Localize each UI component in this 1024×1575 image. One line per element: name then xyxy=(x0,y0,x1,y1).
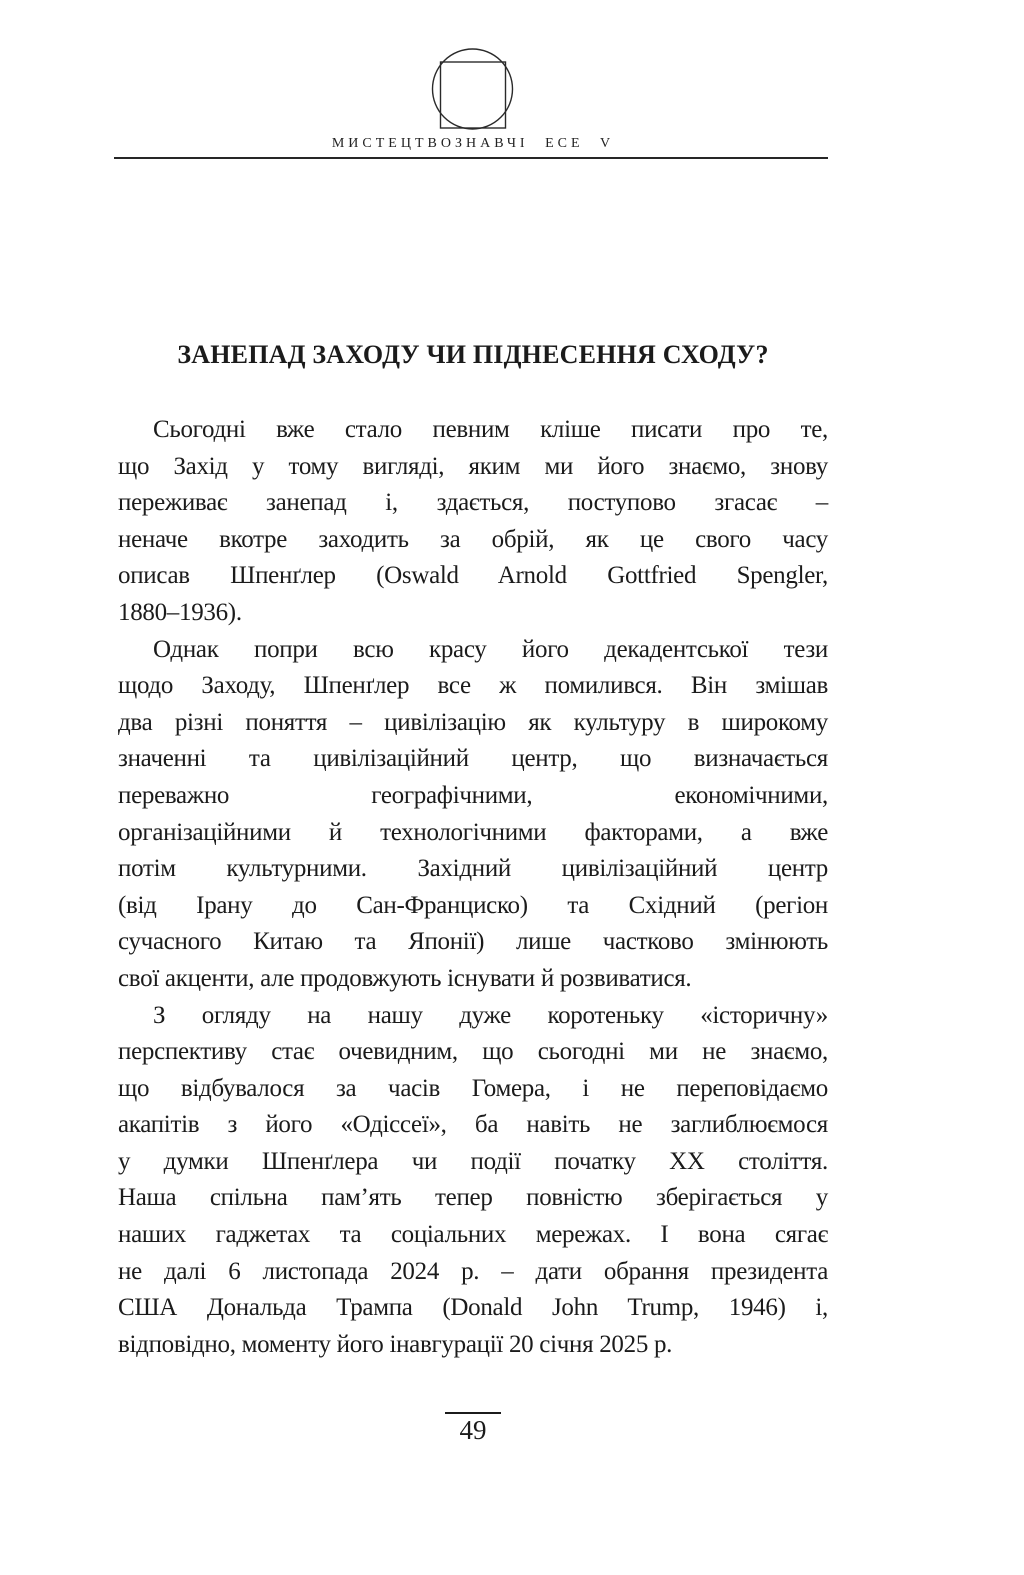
text-line: щодо Заходу, Шпенґлер все ж помилився. Він змішав xyxy=(118,672,828,700)
text-line: Сьогодні вже стало певним кліше писати про те, xyxy=(153,416,828,443)
text-line: що Захід у тому вигляді, яким ми його знаємо, знову xyxy=(118,452,828,480)
text-line: організаційними й технологічними факторами, а вже xyxy=(118,818,828,846)
page-number: 49 xyxy=(459,1415,487,1445)
text-line: потім культурними. Західний цивілізаційний центр xyxy=(118,855,828,883)
text-line: не далі 6 листопада 2024 р. – дати обрання президента xyxy=(118,1257,828,1285)
text-line: що відбувалося за часів Гомера, і не переповідаємо xyxy=(118,1074,828,1102)
paragraph xyxy=(118,632,828,998)
text-line: акапітів з його «Одіссеї», ба навіть не заглиблюємося xyxy=(118,1111,828,1139)
text-line: переживає занепад і, здається, поступово згасає – xyxy=(118,489,828,517)
running-head: МИСТЕЦТВОЗНАВЧІ ЕСЕ V xyxy=(331,136,615,151)
text-line: відповідно, моменту його інавгурації 20 січня 2025 р. xyxy=(118,1330,673,1358)
paragraph xyxy=(118,998,828,1364)
header-rule xyxy=(114,157,828,159)
text-line: З огляду на нашу дуже коротеньку «історичну» xyxy=(153,1001,828,1029)
text-line: сучасного Китаю та Японії) лише частково змінюють xyxy=(118,928,828,956)
text-line: переважно географічними, економічними, xyxy=(118,781,828,809)
text-line: у думки Шпенґлера чи події початку XX століття. xyxy=(118,1147,828,1175)
publisher-logo-icon xyxy=(422,48,524,132)
text-column xyxy=(118,0,828,1575)
text-line: 1880–1936). xyxy=(118,598,242,626)
text-line: (від Ірану до Сан-Франциско) та Східний (регіон xyxy=(118,891,828,919)
text-line: свої акценти, але продовжують існувати й розвиватися. xyxy=(118,964,692,992)
body-text xyxy=(118,412,828,1363)
text-line: наших гаджетах та соціальних мережах. І вона сягає xyxy=(118,1221,828,1249)
text-line: США Дональда Трампа (Donald John Trump, 1946) і, xyxy=(118,1294,828,1322)
text-line: Однак попри всю красу його декадентської тези xyxy=(153,635,828,663)
text-line: перспективу стає очевидним, що сьогодні ми не знаємо, xyxy=(118,1038,828,1066)
paragraph xyxy=(118,412,828,632)
text-line: неначе вкотре заходить за обрій, як це свого часу xyxy=(118,525,828,553)
article-title: ЗАНЕПАД ЗАХОДУ ЧИ ПІДНЕСЕННЯ СХОДУ? xyxy=(177,340,769,369)
text-line: описав Шпенґлер (Oswald Arnold Gottfried Spengler, xyxy=(118,562,828,590)
text-line: два різні поняття – цивілізацію як культуру в широкому xyxy=(118,708,828,736)
text-line: значенні та цивілізаційний центр, що визначається xyxy=(118,745,828,773)
text-line: Наша спільна пам’ять тепер повністю зберігається у xyxy=(118,1184,828,1212)
